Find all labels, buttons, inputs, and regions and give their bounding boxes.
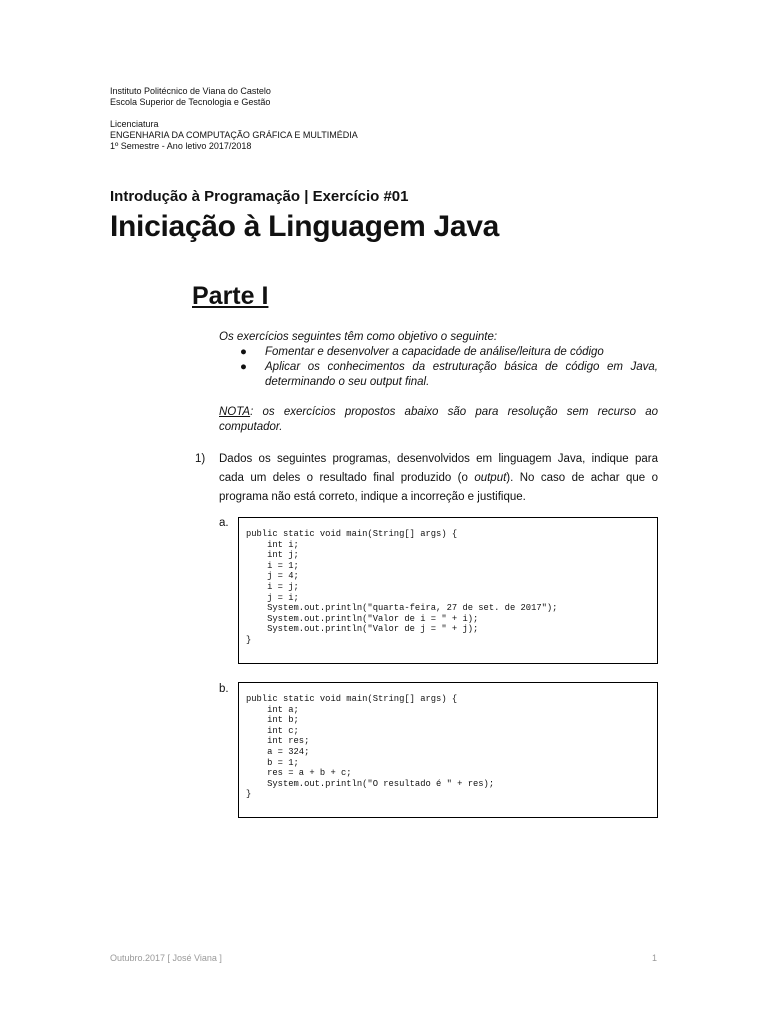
code-line: System.out.println("Valor de j = " + j); bbox=[246, 624, 479, 635]
school-name: Escola Superior de Tecnologia e Gestão bbox=[110, 97, 271, 107]
code-line: i = j; bbox=[246, 581, 299, 592]
footer-author-date: Outubro.2017 [ José Viana ] bbox=[110, 953, 222, 963]
code-line: int res; bbox=[246, 736, 310, 747]
objective-text: Fomentar e desenvolver a capacidade de análise/leitura de código bbox=[265, 346, 604, 358]
bullet-icon: ● bbox=[240, 346, 247, 358]
code-line: j = 4; bbox=[246, 571, 299, 582]
institution-name: Instituto Politécnico de Viana do Castelo bbox=[110, 86, 271, 96]
code-line: } bbox=[246, 789, 252, 800]
code-block-a bbox=[238, 517, 658, 664]
part-title: Parte I bbox=[192, 282, 269, 310]
note-label: NOTA bbox=[219, 406, 251, 418]
code-line: int a; bbox=[246, 704, 299, 715]
code-line: int j; bbox=[246, 550, 299, 561]
objectives-list bbox=[219, 345, 658, 390]
semester-info: 1º Semestre - Ano letivo 2017/2018 bbox=[110, 141, 252, 151]
list-item bbox=[219, 360, 658, 390]
code-line: System.out.println("Valor de i = " + i); bbox=[246, 613, 479, 624]
code-line: public static void main(String[] args) { bbox=[246, 529, 458, 539]
code-line: res = a + b + c; bbox=[246, 768, 352, 779]
item-label-a: a. bbox=[219, 517, 229, 529]
document-subtitle: Introdução à Programação | Exercício #01 bbox=[110, 188, 409, 205]
program-name: ENGENHARIA DA COMPUTAÇÃO GRÁFICA E MULTIMÉDIA bbox=[110, 130, 358, 140]
item-label-b: b. bbox=[219, 683, 229, 695]
list-item bbox=[219, 345, 658, 360]
page-number: 1 bbox=[652, 953, 658, 963]
objective-text: Aplicar os conhecimentos da estruturação básica de código em Java, determinando o seu output final. bbox=[265, 361, 658, 388]
question-text: Dados os seguintes programas, desenvolvidos em linguagem Java, indique para cada um deles o resultado final produzido (o output). No caso de achar que o programa não está correto, indique a incorreção e justifique. bbox=[219, 453, 658, 503]
intro-text: Os exercícios seguintes têm como objetivo o seguinte: bbox=[219, 331, 498, 343]
code-line: b = 1; bbox=[246, 757, 299, 768]
code-line: int b; bbox=[246, 715, 299, 726]
note-paragraph bbox=[219, 405, 658, 435]
code-line: int i; bbox=[246, 539, 299, 550]
code-line: } bbox=[246, 634, 252, 645]
document-title: Iniciação à Linguagem Java bbox=[110, 210, 500, 243]
output-term: output bbox=[474, 472, 507, 484]
code-line: a = 324; bbox=[246, 746, 310, 757]
code-line: i = 1; bbox=[246, 560, 299, 571]
note-text: : os exercícios propostos abaixo são para resolução sem recurso ao computador. bbox=[219, 406, 658, 433]
code-line: j = i; bbox=[246, 592, 299, 603]
institution-header bbox=[110, 86, 358, 152]
code-line: System.out.println("O resultado é " + res); bbox=[246, 778, 495, 789]
bullet-icon: ● bbox=[240, 361, 247, 373]
code-line: System.out.println("quarta-feira, 27 de set. de 2017"); bbox=[246, 603, 558, 614]
code-line: int c; bbox=[246, 725, 299, 736]
code-line: public static void main(String[] args) { bbox=[246, 694, 458, 704]
code-block-b bbox=[238, 682, 658, 818]
degree-level: Licenciatura bbox=[110, 119, 159, 129]
question-number: 1) bbox=[195, 453, 206, 465]
